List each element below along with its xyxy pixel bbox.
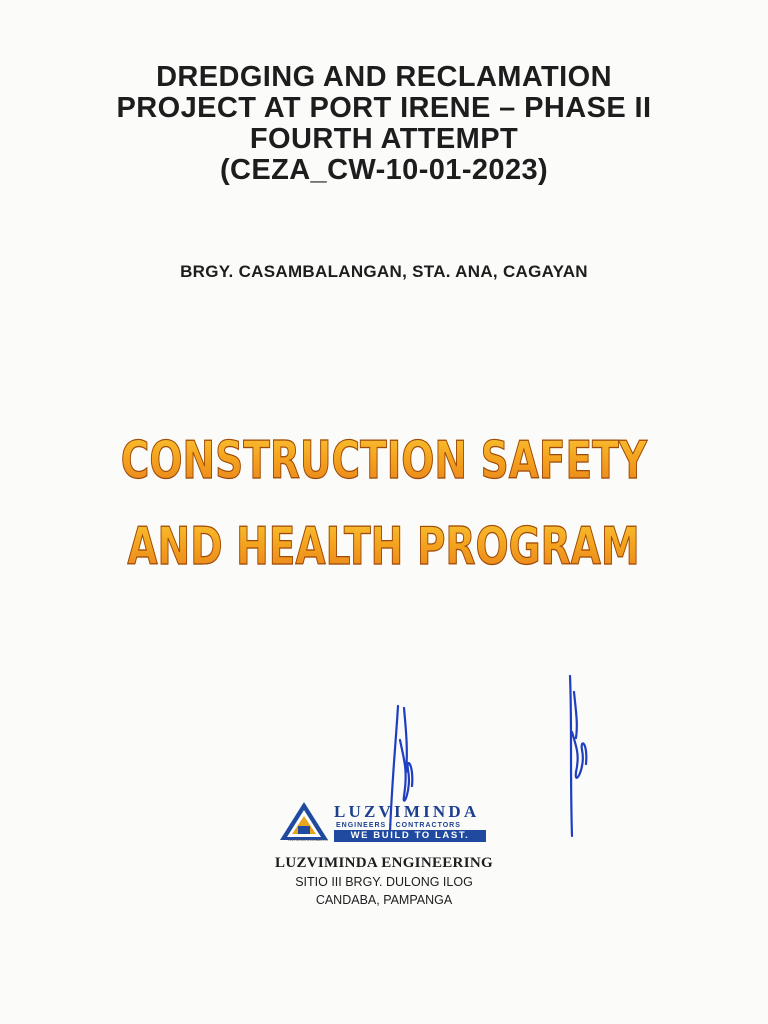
logo-subtitle: ENGINEERS • CONTRACTORS [336, 822, 461, 829]
project-title-line-2: PROJECT AT PORT IRENE – PHASE II [116, 92, 652, 124]
project-title [0, 62, 768, 186]
company-info [0, 855, 768, 908]
project-title-line-3: FOURTH ATTEMPT [249, 123, 519, 155]
program-title-line-1: CONSTRUCTION SAFETY [121, 418, 647, 504]
logo-brand: LUZVIMINDA [334, 802, 480, 821]
company-name: LUZVIMINDA ENGINEERING [275, 855, 493, 871]
project-location: BRGY. CASAMBALANGAN, STA. ANA, CAGAYAN [180, 262, 588, 281]
program-title [0, 418, 768, 590]
signature-right [556, 672, 600, 842]
company-address-line-1: SITIO III BRGY. DULONG ILOG [295, 875, 473, 889]
program-title-line-2: AND HEALTH PROGRAM [128, 504, 640, 590]
company-address-line-2: CANDABA, PAMPANGA [315, 893, 453, 907]
logo-tagline: WE BUILD TO LAST. [350, 830, 470, 841]
emblem-caption: LUZVIMINDA ENGINEERING [288, 838, 328, 842]
project-code: (CEZA_CW-10-01-2023) [219, 154, 549, 186]
project-title-line-1: DREDGING AND RECLAMATION [156, 61, 612, 93]
company-logo [278, 800, 493, 848]
